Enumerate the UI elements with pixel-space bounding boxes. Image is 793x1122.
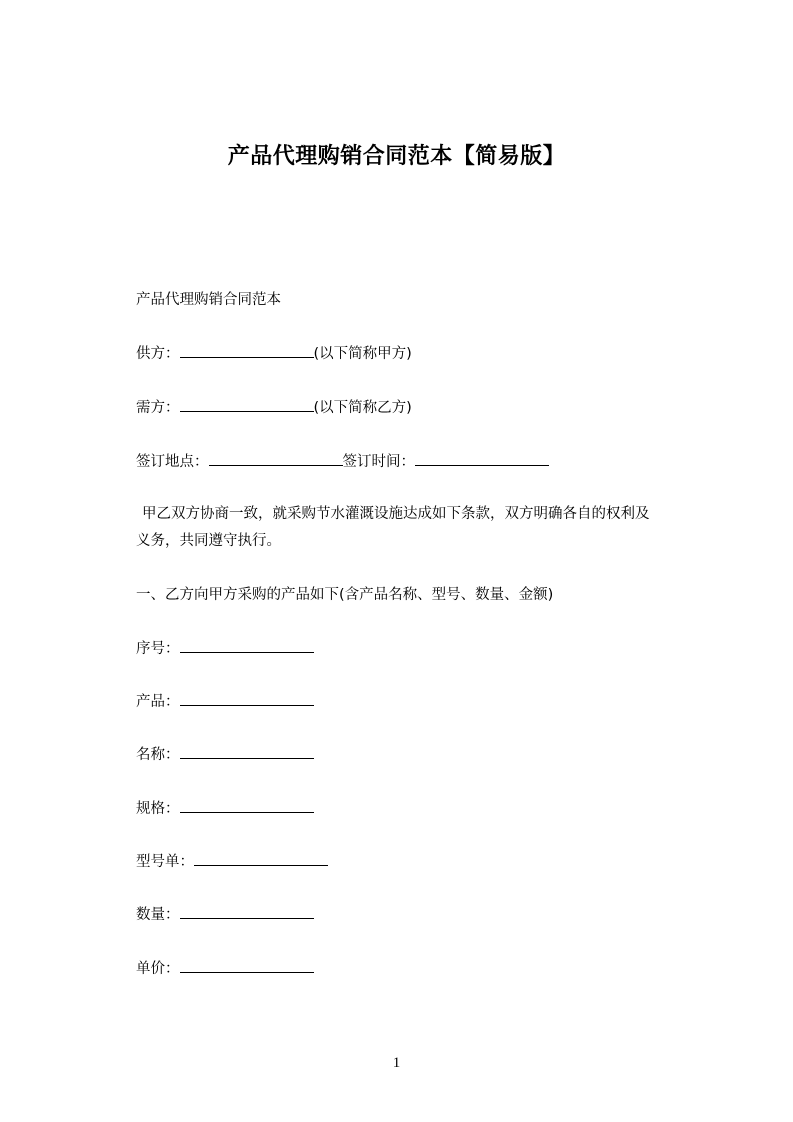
- field-label: 型号单：: [136, 854, 194, 870]
- field-label: 名称：: [136, 747, 180, 763]
- field-blank: [180, 691, 314, 706]
- field-label: 规格：: [136, 801, 180, 817]
- field-row: [136, 904, 314, 925]
- field-label: 序号：: [136, 641, 180, 657]
- buyer-blank: [180, 397, 314, 412]
- page-number: 1: [392, 1055, 401, 1071]
- field-row: [136, 638, 314, 659]
- buyer-line: [136, 397, 412, 418]
- intro-line-1: 甲乙双方协商一致，就采购节水灌溉设施达成如下条款，双方明确各自的权利及: [142, 506, 650, 522]
- buyer-suffix: (以下简称乙方): [313, 400, 412, 416]
- field-row: [136, 958, 314, 979]
- intro-paragraph-line-2: 义务，共同遵守执行。: [136, 533, 281, 549]
- field-blank: [180, 958, 314, 973]
- field-blank: [180, 798, 314, 813]
- supplier-suffix: (以下简称甲方): [313, 346, 412, 362]
- field-blank: [194, 851, 328, 866]
- buyer-label: 需方：: [136, 400, 180, 416]
- sign-place-label: 签订地点：: [136, 454, 209, 470]
- document-title: 产品代理购销合同范本【简易版】: [227, 144, 566, 169]
- field-row: [136, 744, 314, 765]
- field-label: 产品：: [136, 694, 180, 710]
- supplier-blank: [180, 343, 314, 358]
- section1-heading: 一、乙方向甲方采购的产品如下(含产品名称、型号、数量、金额): [136, 587, 554, 603]
- field-blank: [180, 638, 314, 653]
- sign-line: [136, 451, 549, 472]
- supplier-label: 供方：: [136, 346, 180, 362]
- field-row: [136, 798, 314, 819]
- field-row: [136, 691, 314, 712]
- sign-time-blank: [415, 451, 549, 466]
- contract-subtitle: 产品代理购销合同范本: [136, 292, 281, 308]
- field-label: 单价：: [136, 961, 180, 977]
- sign-place-blank: [209, 451, 343, 466]
- field-blank: [180, 904, 314, 919]
- field-row: [136, 851, 328, 872]
- intro-paragraph-line-1: [136, 504, 650, 524]
- supplier-line: [136, 343, 412, 364]
- sign-time-label: 签订时间：: [342, 454, 415, 470]
- field-label: 数量：: [136, 907, 180, 923]
- field-blank: [180, 744, 314, 759]
